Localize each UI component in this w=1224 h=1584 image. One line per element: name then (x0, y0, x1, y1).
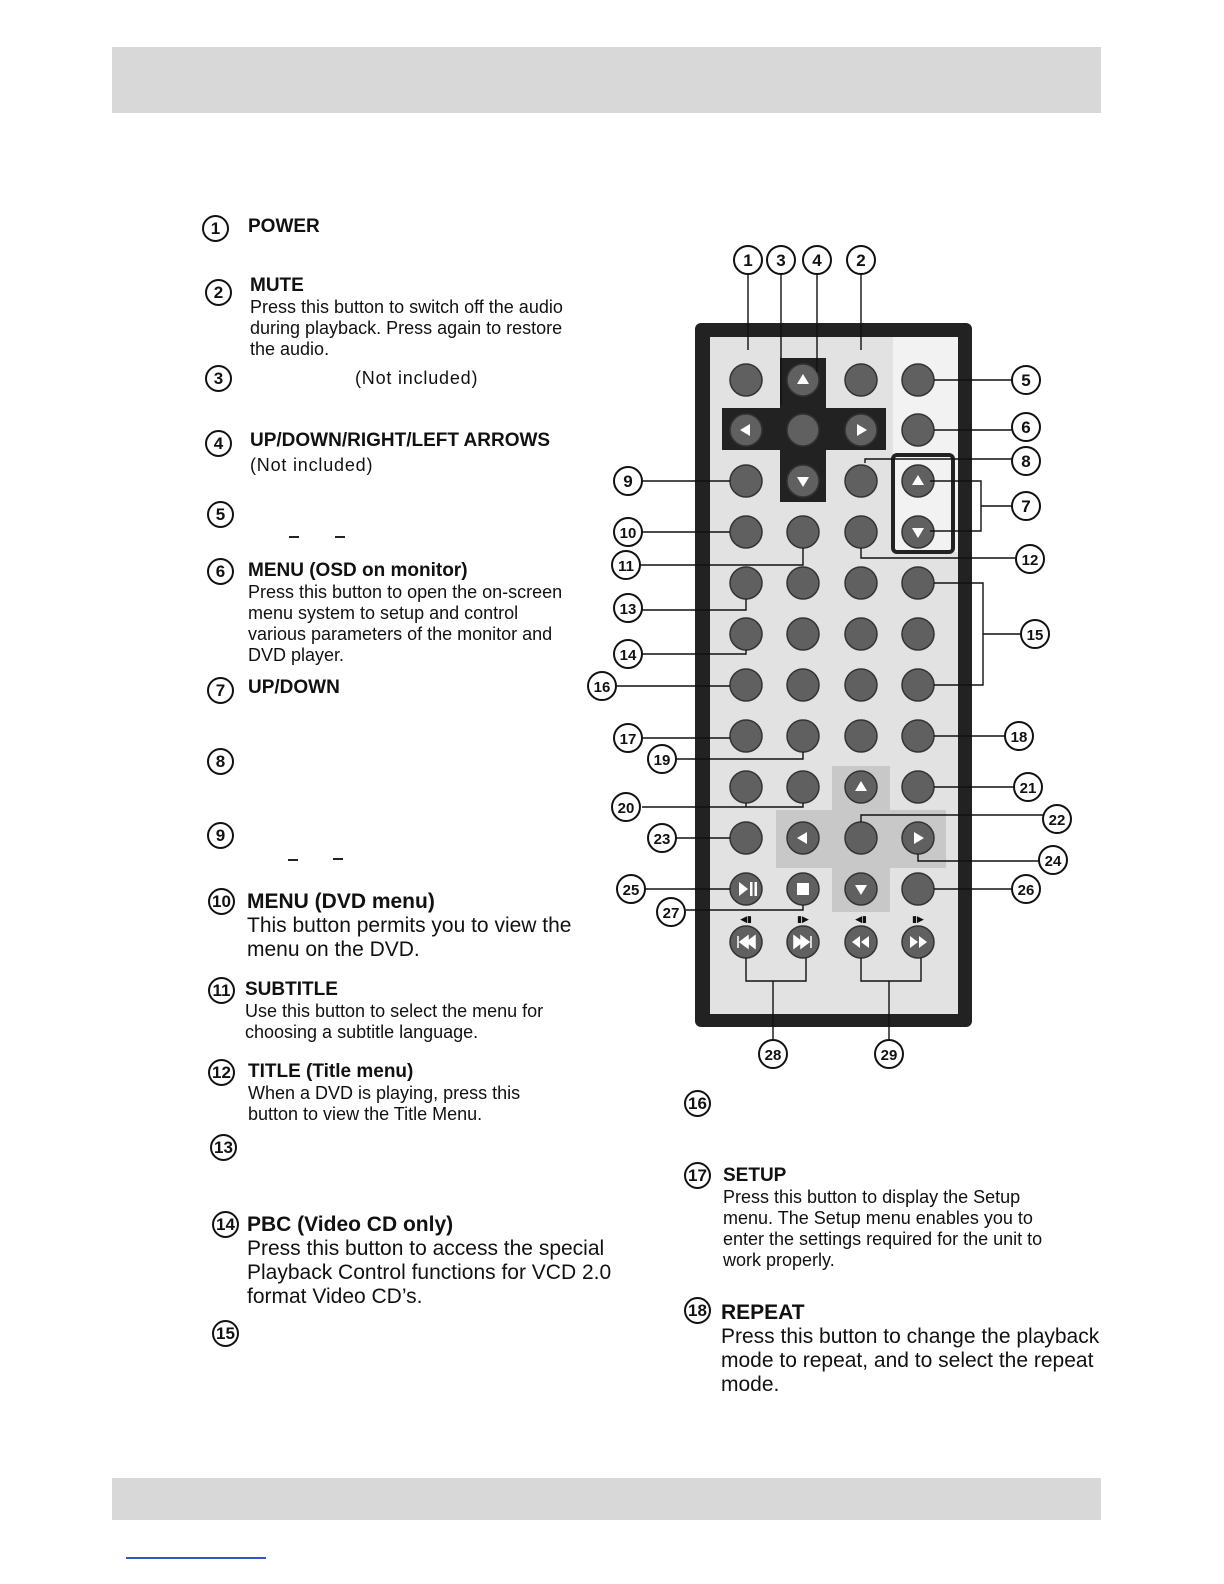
callout-number: 28 (764, 1047, 782, 1064)
callout-number: 5 (1021, 371, 1031, 390)
item-title: MENU (OSD on monitor) (248, 560, 468, 581)
item-title: REPEAT (721, 1301, 805, 1324)
number-button[interactable] (902, 669, 934, 701)
item-title: SETUP (723, 1165, 787, 1186)
not-included-note: (Not included) (250, 455, 374, 475)
item-number: 2 (205, 279, 232, 306)
mute-button[interactable] (845, 364, 877, 396)
callout-number: 23 (653, 831, 671, 848)
menu-dvd-button[interactable] (730, 516, 762, 548)
step-forward-icon: ▮▶ (912, 915, 924, 925)
button-20a[interactable] (730, 771, 762, 803)
power-button[interactable] (730, 364, 762, 396)
number-button[interactable] (902, 618, 934, 650)
number-button[interactable] (845, 669, 877, 701)
item-number: 8 (207, 748, 234, 775)
item-description: Use this button to select the menu for choosing a subtitle language. (245, 1001, 544, 1042)
item-number: 14 (212, 1211, 239, 1238)
item-title: UP/DOWN (248, 677, 340, 698)
item-description: Press this button to change the playback mode to repeat, and to select the repeat mode. (721, 1325, 1100, 1396)
callout-number: 14 (619, 647, 637, 664)
item-number: 3 (205, 365, 232, 392)
item-number: 4 (205, 430, 232, 457)
number-button[interactable] (787, 567, 819, 599)
callout-number: 15 (1026, 627, 1044, 644)
callout-number: 2 (856, 251, 866, 270)
callout-number: 19 (653, 752, 671, 769)
item-description: Press this button to display the Setup menu. The Setup menu enables you to enter the settings required for the unit to work properly. (723, 1187, 1043, 1270)
button[interactable] (845, 720, 877, 752)
number-button[interactable] (902, 567, 934, 599)
item-number: 13 (210, 1134, 237, 1161)
callout-number: 24 (1044, 853, 1062, 870)
stop-icon (797, 883, 809, 895)
item-number: 17 (684, 1162, 711, 1189)
item-title: UP/DOWN/RIGHT/LEFT ARROWS (250, 430, 551, 451)
step-back-icon: ◀▮ (855, 915, 867, 925)
button-19[interactable] (787, 720, 819, 752)
button-26[interactable] (902, 873, 934, 905)
item-description: When a DVD is playing, press this button to view the Title Menu. (248, 1083, 521, 1124)
number-button[interactable] (845, 567, 877, 599)
item-number: 15 (212, 1320, 239, 1347)
setup-button[interactable] (730, 720, 762, 752)
number-button[interactable] (730, 567, 762, 599)
subtitle-button[interactable] (787, 516, 819, 548)
button-21[interactable] (902, 771, 934, 803)
item-number: 11 (208, 977, 235, 1004)
item-title: SUBTITLE (245, 979, 338, 1000)
callout-number: 29 (880, 1047, 898, 1064)
step-back-icon: ◀▮ (740, 915, 752, 925)
button-9[interactable] (730, 465, 762, 497)
button-23[interactable] (730, 822, 762, 854)
not-included-note: (Not included) (355, 368, 479, 388)
number-button[interactable] (730, 618, 762, 650)
item-description: Press this button to access the special Playback Control functions for VCD 2.0 format Video CD’s. (247, 1237, 612, 1308)
item-title: POWER (248, 216, 320, 237)
callout-number: 4 (812, 251, 822, 270)
menu-osd-button[interactable] (902, 414, 934, 446)
callout-number: 7 (1021, 497, 1031, 516)
callout-number: 3 (776, 251, 786, 270)
item-number: 16 (684, 1090, 711, 1117)
callout-number: 26 (1017, 882, 1035, 899)
callout-number: 12 (1021, 552, 1039, 569)
callout-number: 20 (617, 800, 635, 817)
item-description: Press this button to switch off the audio during playback. Press again to restore the audio. (250, 297, 563, 359)
callout-number: 1 (743, 251, 753, 270)
number-button[interactable] (787, 669, 819, 701)
number-button[interactable] (845, 618, 877, 650)
callout-number: 17 (619, 731, 637, 748)
callout-number: 6 (1021, 418, 1031, 437)
play-pause-icon-bar (750, 882, 753, 896)
button-8[interactable] (845, 465, 877, 497)
item-number: 18 (684, 1297, 711, 1324)
item-number: 1 (202, 215, 229, 242)
callout-number: 10 (619, 525, 637, 542)
title-button[interactable] (845, 516, 877, 548)
play-pause-icon-bar (755, 882, 758, 896)
item-number: 7 (207, 677, 234, 704)
step-forward-icon: ▮▶ (797, 915, 809, 925)
item-description: This button permits you to view the menu on the DVD. (247, 914, 572, 961)
item-number: 12 (208, 1059, 235, 1086)
repeat-button[interactable] (902, 720, 934, 752)
callout-number: 16 (593, 679, 611, 696)
enter-button[interactable] (787, 414, 819, 446)
callout-number: 21 (1019, 780, 1037, 797)
item-description: Press this button to open the on-screen menu system to setup and control various parameters of the monitor and DVD player. (248, 582, 563, 665)
item-number: 6 (207, 558, 234, 585)
callout-number: 27 (662, 905, 680, 922)
item-title: PBC (Video CD only) (247, 1213, 454, 1236)
item-title: TITLE (Title menu) (248, 1061, 414, 1082)
item-title: MENU (DVD menu) (247, 890, 435, 913)
callout-number: 22 (1048, 812, 1066, 829)
callout-number: 11 (618, 558, 634, 575)
callout-number: 18 (1010, 729, 1028, 746)
callout-number: 13 (619, 601, 637, 618)
number-button[interactable] (730, 669, 762, 701)
callout-number: 9 (623, 472, 633, 491)
item-number: 5 (207, 501, 234, 528)
item-number: 10 (208, 888, 235, 915)
callout-number: 25 (622, 882, 640, 899)
item-number: 9 (207, 822, 234, 849)
nav-enter-button[interactable] (845, 822, 877, 854)
number-button[interactable] (787, 618, 819, 650)
item-title: MUTE (250, 275, 304, 296)
button-5[interactable] (902, 364, 934, 396)
button-20b[interactable] (787, 771, 819, 803)
callout-number: 8 (1021, 452, 1031, 471)
